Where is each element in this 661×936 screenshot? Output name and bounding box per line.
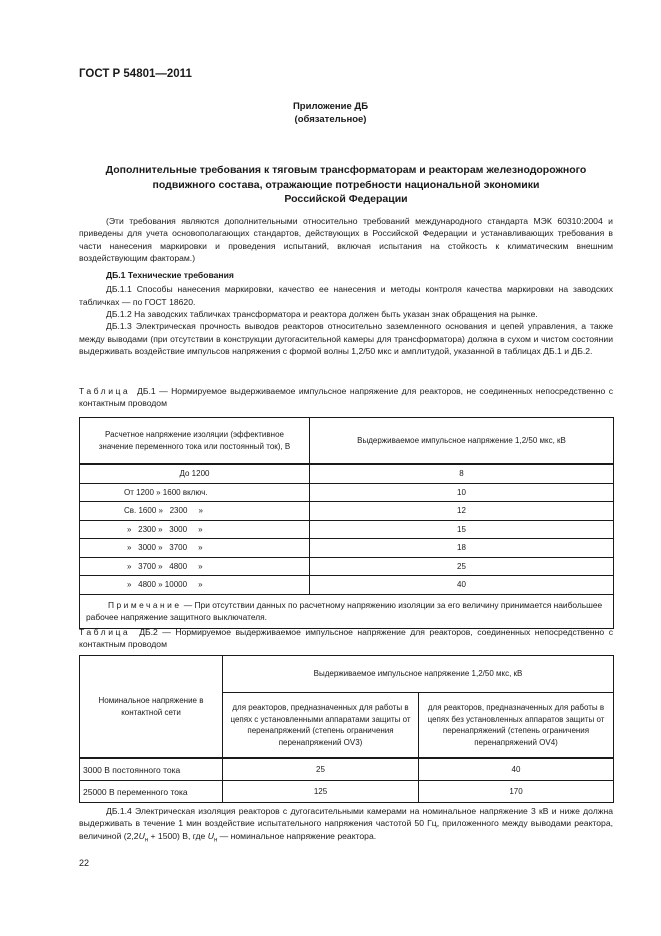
value-cell: 40 xyxy=(310,576,614,595)
value-cell: 12 xyxy=(310,502,614,521)
table-row xyxy=(80,483,614,502)
table2-label: Таблица xyxy=(79,627,131,637)
column-header: Номинальное напряжение в контактной сети xyxy=(80,656,223,759)
symbol-u: U xyxy=(207,830,214,841)
value-cell: 18 xyxy=(310,539,614,558)
table-row xyxy=(80,502,614,521)
table1-caption xyxy=(79,385,613,410)
column-header: Выдерживаемое импульсное напряжение 1,2/50 мкс, кВ xyxy=(310,418,614,465)
clause-text: — номинальное напряжение реактора. xyxy=(217,830,377,841)
clause-db-1-2: ДБ.1.2 На заводских табличках трансформатора и реактора должен быть указан знак обращения на рынке. xyxy=(106,309,538,320)
clause-db-1-3: ДБ.1.3 Электрическая прочность выводов реакторов относительно заземленного основания и цепей управления, а также между выводами (при отсутствии в конструкции дугогасительной камеры для трансформатора) должна в сухом и чистом состоянии выдерживать воздействие импульсов напряжения с формой волны 1,2/50 мкс и амплитудой, указанной в таблицах ДБ.1 и ДБ.2. xyxy=(79,321,613,356)
column-group-header: Выдерживаемое импульсное напряжение 1,2/50 мкс, кВ xyxy=(223,656,614,693)
clause-text: + 1500) В, где xyxy=(148,830,208,841)
subscript: н xyxy=(213,837,218,844)
table-row xyxy=(80,539,614,558)
table-db2 xyxy=(79,655,614,803)
table-note-row xyxy=(80,594,614,628)
range-cell: От 1200 » 1600 включ. xyxy=(80,483,310,502)
column-header-ov3: для реакторов, предназначенных для работы в цепях с установленными аппаратами защиты от перенапряжений (степень ограничения перенапряжений OV3) xyxy=(223,693,419,759)
annex-status: (обязательное) xyxy=(294,114,367,125)
note-label: Примечание xyxy=(108,599,182,610)
voltage-cell: 25000 В переменного тока xyxy=(80,781,223,803)
page-number: 22 xyxy=(79,858,90,868)
value-cell: 15 xyxy=(310,520,614,539)
table2-caption xyxy=(79,626,613,651)
ov4-cell: 40 xyxy=(419,758,614,781)
title-line-2: подвижного состава, отражающие потребности национальной экономики xyxy=(152,178,540,191)
table1-caption-text: ДБ.1 — Нормируемое выдерживаемое импульсное напряжение для реакторов, не соединенных непосредственно с контактным проводом xyxy=(79,386,613,409)
title-line-3: Российской Федерации xyxy=(284,193,408,205)
table-row xyxy=(80,464,614,483)
range-cell: Св. 1600 » 2300 » xyxy=(80,502,310,521)
note-text: — При отсутствии данных по расчетному напряжению изоляции за его величину принимается наибольшее рабочее напряжение защитного выключателя. xyxy=(86,599,603,622)
title-line-1: Дополнительные требования к тяговым трансформаторам и реакторам железнодорожного xyxy=(105,164,587,176)
annex-heading xyxy=(0,100,661,126)
value-cell: 10 xyxy=(310,483,614,502)
range-cell: » 3000 » 3700 » xyxy=(80,539,310,558)
table1-label: Таблица xyxy=(79,386,131,396)
clause-db-1-4 xyxy=(79,805,613,847)
section-heading: ДБ.1 Технические требования xyxy=(106,270,234,281)
table-note xyxy=(80,594,614,628)
clause-db-1-1: ДБ.1.1 Способы нанесения маркировки, качество ее нанесения и методы контроля качества маркировки на заводских табличках — по ГОСТ 18620. xyxy=(79,284,613,307)
column-header: Расчетное напряжение изоляции (эффективное значение переменного тока или постоянный ток), В xyxy=(80,418,310,465)
table-header-row xyxy=(80,656,614,693)
table-header-row xyxy=(80,418,614,465)
range-cell: » 4800 » 10000 » xyxy=(80,576,310,595)
table-row xyxy=(80,520,614,539)
value-cell: 25 xyxy=(310,557,614,576)
table-row xyxy=(80,758,614,781)
range-cell: До 1200 xyxy=(80,464,310,483)
page-title xyxy=(79,163,613,207)
range-cell: » 3700 » 4800 » xyxy=(80,557,310,576)
table-row xyxy=(80,557,614,576)
table-row xyxy=(80,781,614,803)
symbol-u: U xyxy=(138,830,145,841)
value-cell: 8 xyxy=(310,464,614,483)
ov3-cell: 125 xyxy=(223,781,419,803)
document-id: ГОСТ Р 54801—2011 xyxy=(79,68,192,80)
ov3-cell: 25 xyxy=(223,758,419,781)
intro-block xyxy=(79,215,613,357)
table-db1 xyxy=(79,417,614,629)
table-row xyxy=(80,576,614,595)
intro-paragraph: (Эти требования являются дополнительными относительно требований международного стандарта МЭК 60310:2004 и приведены для учета основополагающих стандартов, действующих в Российской Федерации и устанавливающих требования в части нанесения маркировки и проведения испытаний, включая испытания на стойкость к климатическим внешним воздействующим факторам.) xyxy=(79,216,613,263)
table2-caption-text: ДБ.2 — Нормируемое выдерживаемое импульсное напряжение для реакторов, соединенных непосредственно с контактным проводом xyxy=(79,627,613,650)
column-header-ov4: для реакторов, предназначенных для работы в цепях без установленных аппаратов защиты от перенапряжений (степень ограничения перенапряжений OV4) xyxy=(419,693,614,759)
ov4-cell: 170 xyxy=(419,781,614,803)
range-cell: » 2300 » 3000 » xyxy=(80,520,310,539)
subscript: н xyxy=(144,837,149,844)
annex-title: Приложение ДБ xyxy=(292,101,369,112)
voltage-cell: 3000 В постоянного тока xyxy=(80,758,223,781)
clause-text: ДБ.1.4 Электрическая изоляция реакторов с дугогасительными камерами на номинальное напряжение 3 кВ и ниже должна выдерживать в течение 1 мин воздействие испытательного напряжения частотой 50 Гц, приложенного между выводами реактора, величиной (2,2 xyxy=(79,806,613,841)
